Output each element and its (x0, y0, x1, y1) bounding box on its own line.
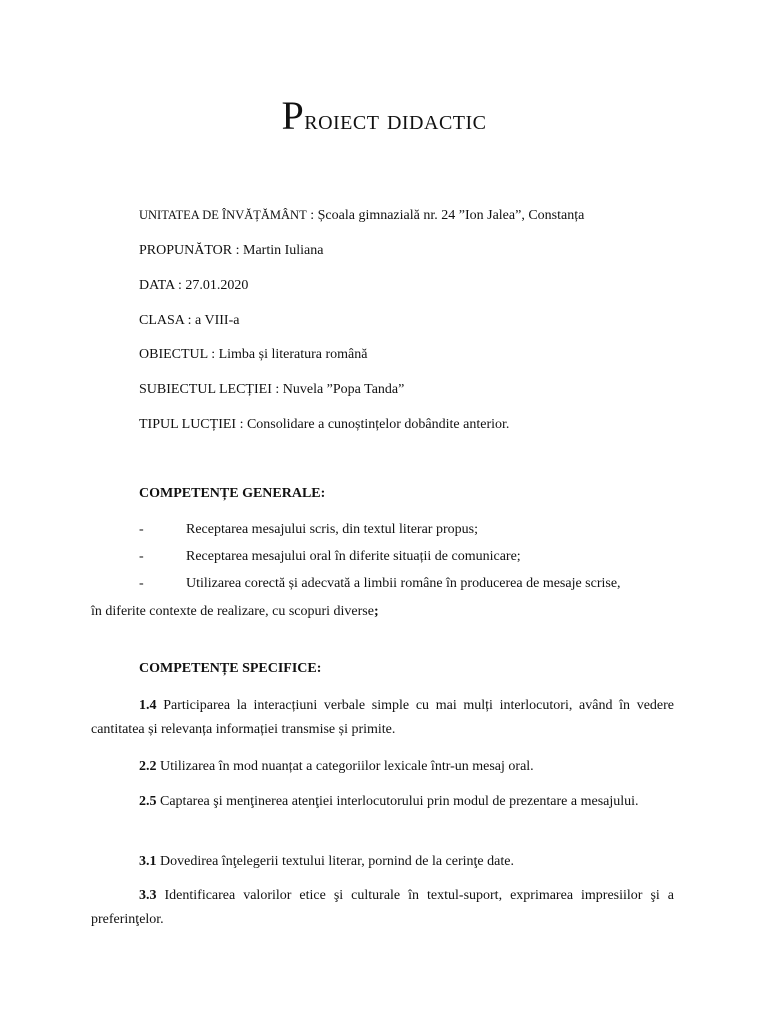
field-obiectul (139, 347, 367, 363)
field-subiectul (139, 382, 404, 398)
field-label: DATA (139, 278, 175, 293)
field-label: TIPUL LUCȚIEI (139, 417, 237, 432)
field-label: PROPUNĂTOR (139, 243, 233, 258)
field-separator: : (232, 243, 243, 258)
competence-number: 3.1 (139, 854, 157, 869)
competence-text: Utilizarea în mod nuanțat a categoriilor lexicale într-un mesaj oral. (160, 759, 534, 774)
list-item (139, 549, 521, 565)
competence-number: 3.3 (139, 888, 157, 903)
list-item (139, 522, 478, 538)
field-unitatea (139, 208, 584, 224)
field-value: Martin Iuliana (243, 243, 324, 258)
field-separator: : (174, 278, 186, 293)
field-separator: : (207, 347, 219, 362)
title-first-letter: P (281, 93, 305, 138)
field-value: 27.01.2020 (185, 278, 249, 293)
section-heading-specific: COMPETENȚE SPECIFICE: (139, 661, 322, 676)
field-separator: : (271, 382, 283, 397)
page-title (0, 92, 768, 139)
field-value: Școala gimnazială nr. 24 ”Ion Jalea”, Constanța (317, 208, 585, 223)
field-propunator (139, 243, 323, 259)
list-item-text: Receptarea mesajului oral în diferite situații de comunicare; (186, 549, 521, 564)
field-value: a VIII-a (195, 313, 240, 328)
field-label: OBIECTUL (139, 347, 208, 362)
continuation-end: ; (373, 604, 379, 619)
competence-number: 2.2 (139, 759, 157, 774)
continuation-text: în diferite contexte de realizare, cu scopuri diverse (91, 604, 374, 619)
field-value: Limba și literatura română (218, 347, 368, 362)
competence-item (91, 755, 674, 779)
field-value: Consolidare a cunoștințelor dobândite anterior. (246, 417, 510, 432)
field-data (139, 278, 248, 294)
field-separator: : (306, 208, 318, 223)
competence-item (91, 790, 674, 814)
title-rest: roiect didactic (304, 105, 487, 136)
competence-item (91, 694, 674, 742)
list-item-continuation (91, 604, 379, 620)
field-label: SUBIECTUL LECȚIEI (139, 382, 272, 397)
field-label: CLASA (139, 313, 185, 328)
dash-marker: - (139, 549, 144, 564)
competence-text: Participarea la interacțiuni verbale simple cu mai mulți interlocutori, având în vedere cantitatea și relevanța informației transmise și primite. (91, 698, 674, 737)
list-item-text: Receptarea mesajului scris, din textul literar propus; (186, 522, 478, 537)
list-item (139, 576, 621, 592)
field-clasa (139, 313, 239, 329)
competence-text: Captarea şi menţinerea atenţiei interlocutorului prin modul de prezentare a mesajului. (160, 794, 639, 809)
competence-number: 1.4 (139, 698, 157, 713)
field-separator: : (236, 417, 247, 432)
field-label: UNITATEA DE ÎNVĂȚĂMÂNT (139, 208, 307, 222)
competence-item (91, 884, 674, 932)
competence-text: Dovedirea înţelegerii textului literar, pornind de la cerinţe date. (160, 854, 514, 869)
field-separator: : (184, 313, 196, 328)
dash-marker: - (139, 522, 144, 537)
competence-item (91, 850, 674, 874)
dash-marker: - (139, 576, 144, 591)
competence-text: Identificarea valorilor etice şi culturale în textul-suport, exprimarea impresiilor şi a preferinţelor. (91, 888, 675, 927)
field-value: Nuvela ”Popa Tanda” (282, 382, 405, 397)
section-heading-general: COMPETENȚE GENERALE: (139, 486, 326, 501)
field-tipul (139, 417, 509, 433)
competence-number: 2.5 (139, 794, 157, 809)
list-item-text: Utilizarea corectă și adecvată a limbii române în producerea de mesaje scrise, (186, 576, 621, 591)
